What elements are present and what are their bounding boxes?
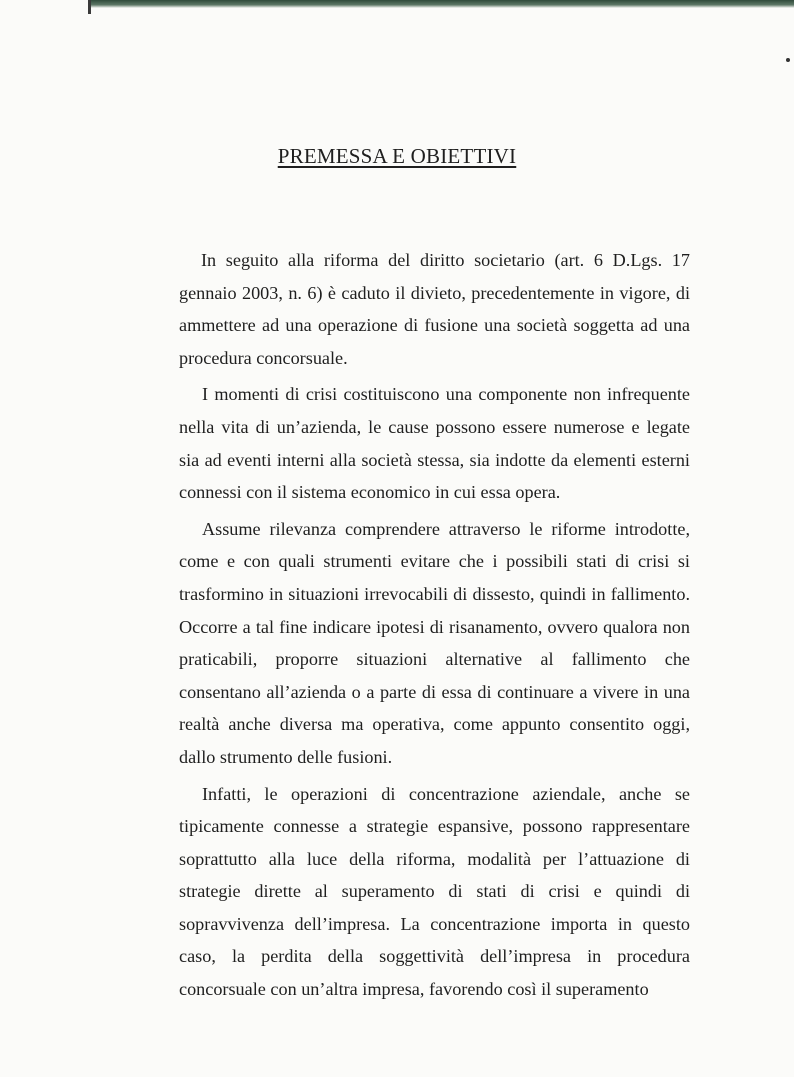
paragraph-1: In seguito alla riforma del diritto societario (art. 6 D.Lgs. 17 gennaio 2003, n. 6) è caduto il divieto, precedentemente in vigore, di ammettere ad una operazione di fusione una società soggetta ad una procedura concorsuale. [179, 250, 690, 368]
scan-edge-top [90, 0, 794, 8]
paragraph-2: I momenti di crisi costituiscono una componente non infrequente nella vita di un’azienda, le cause possono essere numerose e legate sia ad eventi interni alla società stessa, sia indotte da elementi esterni connessi con il sistema economico in cui essa opera. [179, 384, 690, 503]
paragraph-3: Assume rilevanza comprendere attraverso le riforme introdotte, come e con quali strumenti evitare che i possibili stati di crisi si trasformino in situazioni irrevocabili di dissesto, quindi in fallimento. Occorre a tal fine indicare ipotesi di risanamento, ovvero qualora non praticabili, proporre situazioni alternative al fallimento che consentano all’azienda o a parte di essa di continuare a vivere in una realtà anche diversa ma operativa, come appunto consentito oggi, dallo strumento delle fusioni. [179, 518, 690, 767]
paragraph-4: Infatti, le operazioni di concentrazione aziendale, anche se tipicamente connesse a strategie espansive, possono rappresentare soprattutto alla luce della riforma, modalità per l’attuazione di strategie dirette al superamento di stati di crisi e quindi di sopravvivenza dell’impresa. La concentrazione importa in questo caso, la perdita della soggettività dell’impresa in procedura concorsuale con un’altra impresa, favorendo così il superamento [179, 783, 690, 1000]
page-title-text: PREMESSA E OBIETTIVI [277, 144, 517, 168]
scan-edge-left [88, 0, 91, 14]
scan-speck [786, 58, 790, 62]
document-body [179, 244, 690, 1010]
page-title [0, 144, 794, 169]
